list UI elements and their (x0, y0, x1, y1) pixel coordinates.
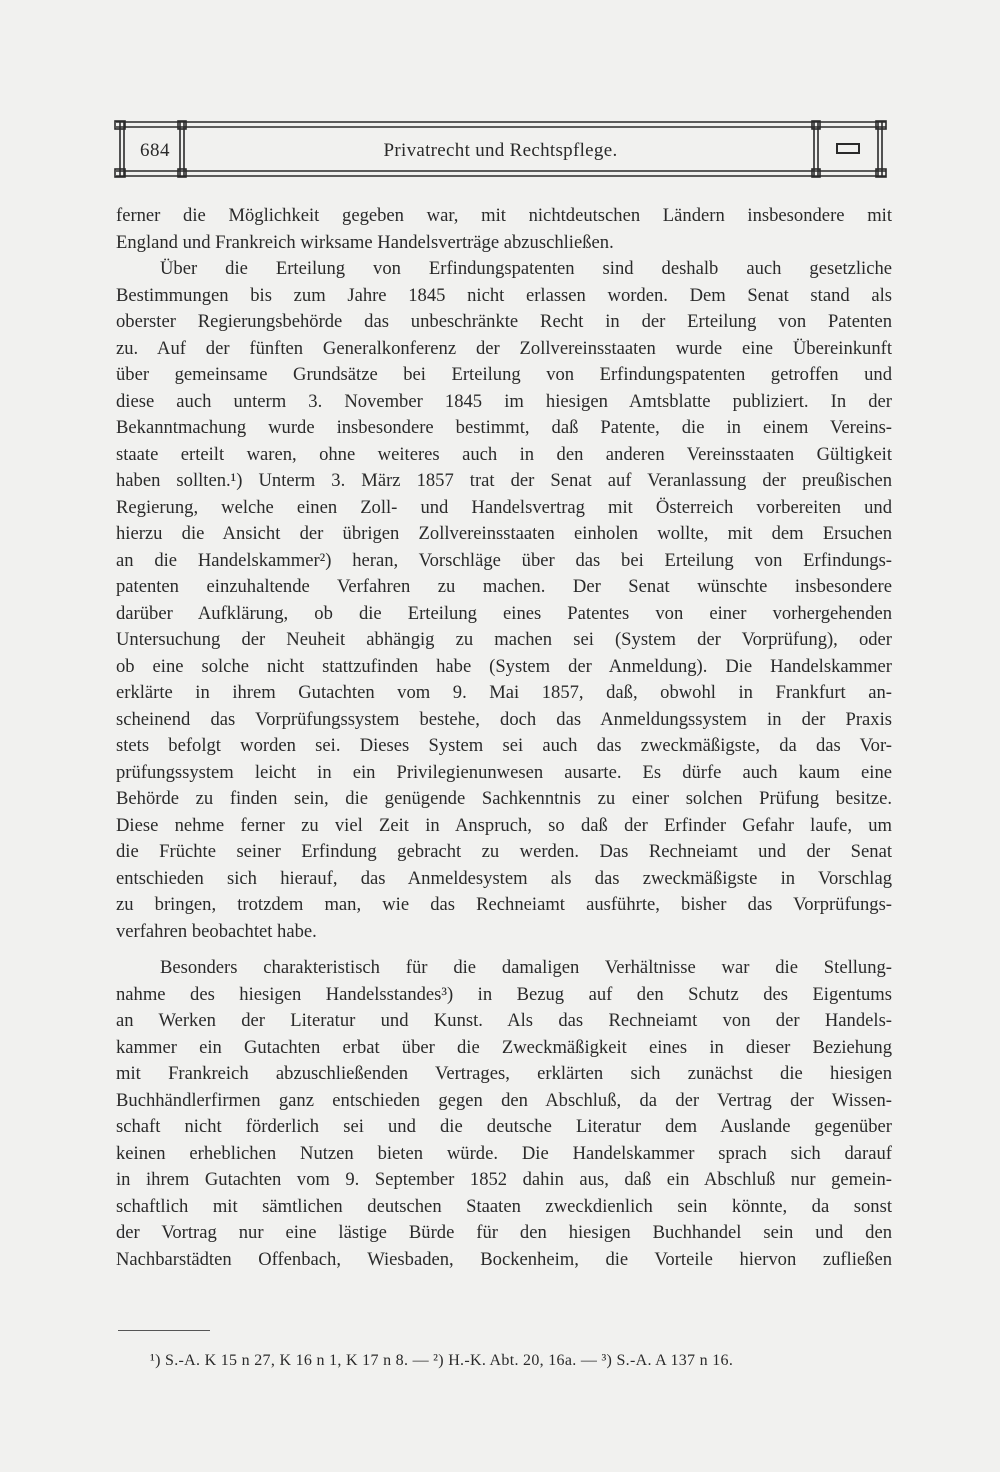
text-line: Buchhändlerfirmen ganz entschieden gegen den Abschluß, da der Vertrag der Wissen- (116, 1089, 892, 1111)
text-line: entschieden sich hierauf, das Anmeldesystem als das zweckmäßigste in Vorschlag (116, 867, 892, 889)
text-line: England und Frankreich wirksame Handelsverträge abzuschließen. (116, 231, 614, 253)
text-line: Diese nehme ferner zu viel Zeit in Anspruch, so daß der Erfinder Gefahr laufe, um (116, 814, 892, 836)
text-line: Regierung, welche einen Zoll- und Handelsvertrag mit Österreich vorbereiten und (116, 496, 892, 518)
text-line: schaftlich mit sämtlichen deutschen Staaten zweckdienlich sein könnte, da sonst (116, 1195, 892, 1217)
text-line: verfahren beobachtet habe. (116, 920, 317, 942)
text-line: stets befolgt worden sei. Dieses System sei auch das zweckmäßigste, da das Vor- (116, 735, 892, 756)
text-line: Bekanntmachung wurde insbesondere bestimmt, daß Patente, die in einem Vereins- (116, 417, 892, 438)
text-line: keinen erheblichen Nutzen bieten würde. Die Handelskammer sprach sich darauf (116, 1142, 892, 1164)
text-line: die Früchte seiner Erfindung gebracht zu werden. Das Rechneiamt und der Senat (116, 841, 892, 862)
text-line: ob eine solche nicht stattzufinden habe (System der Anmeldung). Die Handelskammer (116, 655, 892, 677)
text-line: Nachbarstädten Offenbach, Wiesbaden, Bockenheim, die Vorteile hiervon zufließen (116, 1248, 892, 1270)
text-line: in ihrem Gutachten vom 9. September 1852 dahin aus, daß ein Abschluß nur gemein- (116, 1169, 892, 1190)
text-line: an die Handelskammer²) heran, Vorschläge über das bei Erteilung von Erfindungs- (116, 549, 892, 571)
text-line: darüber Aufklärung, ob die Erteilung eines Patentes von einer vorhergehenden (116, 602, 892, 624)
text-line: kammer ein Gutachten erbat über die Zweckmäßigkeit eines in dieser Beziehung (116, 1036, 892, 1058)
page-number: 684 (140, 140, 170, 161)
text-line: scheinend das Vorprüfungssystem bestehe, doch das Anmeldungssystem in der Praxis (116, 708, 892, 730)
body-text (116, 203, 892, 1273)
text-line: hierzu die Ansicht der übrigen Zollvereinsstaaten einholen wollte, mit dem Ersuchen (116, 523, 892, 544)
text-line: zu. Auf der fünften Generalkonferenz der Zollvereinsstaaten wurde eine Übereinkunft (116, 337, 892, 359)
text-line: diese auch unterm 3. November 1845 im hiesigen Amtsblatte publiziert. In der (116, 390, 892, 412)
text-line: zu bringen, trotzdem man, wie das Rechneiamt ausführte, bisher das Vorprüfungs- (116, 894, 892, 915)
text-line: erklärte in ihrem Gutachten vom 9. Mai 1857, daß, obwohl in Frankfurt an- (116, 682, 892, 703)
text-line: ferner die Möglichkeit gegeben war, mit nichtdeutschen Ländern insbesondere mit (116, 205, 892, 226)
text-line: staate erteilt waren, ohne weiteres auch in den anderen Vereinsstaaten Gültigkeit (116, 443, 892, 465)
text-line: Besonders charakteristisch für die damaligen Verhältnisse war die Stellung- (160, 957, 892, 978)
text-line: Untersuchung der Neuheit abhängig zu machen sei (System der Vorprüfung), oder (116, 629, 892, 650)
text-line: nahme des hiesigen Handelsstandes³) in Bezug auf den Schutz des Eigentums (116, 983, 892, 1005)
running-head: Privatrecht und Rechtspflege. (383, 140, 618, 161)
text-line: der Vortrag nur eine lästige Bürde für den hiesigen Buchhandel sein und den (116, 1222, 892, 1243)
text-line: mit Frankreich abzuschließenden Vertrages, erklärten sich zunächst die hiesigen (116, 1063, 892, 1084)
page-header (112, 118, 890, 180)
text-line: Über die Erteilung von Erfindungspatenten sind deshalb auch gesetzliche (160, 258, 892, 279)
text-line: Bestimmungen bis zum Jahre 1845 nicht erlassen worden. Dem Senat stand als (116, 284, 892, 306)
text-line: schaft nicht förderlich sei und die deutsche Literatur dem Auslande gegenüber (116, 1116, 892, 1137)
text-line: an Werken der Literatur und Kunst. Als das Rechneiamt von der Handels- (116, 1010, 892, 1031)
text-line: oberster Regierungsbehörde das unbeschränkte Recht in der Erteilung von Patenten (116, 311, 892, 332)
text-line: Behörde zu finden sein, die genügende Sachkenntnis zu einer solchen Prüfung besitze. (116, 788, 892, 809)
text-line: patenten einzuhaltende Verfahren zu machen. Der Senat wünschte insbesondere (116, 576, 892, 597)
footnotes: ¹) S.-A. K 15 n 27, K 16 n 1, K 17 n 8. — ²) H.-K. Abt. 20, 16a. — ³) S.-A. A 137 n 16. (150, 1352, 734, 1369)
text-line: prüfungssystem leicht in ein Privilegienunwesen ausarte. Es dürfe auch kaum eine (116, 761, 892, 783)
text-line: haben sollten.¹) Unterm 3. März 1857 trat der Senat auf Veranlassung der preußischen (116, 470, 892, 491)
text-line: über gemeinsame Grundsätze bei Erteilung von Erfindungspatenten getroffen und (116, 364, 892, 385)
footnote-divider (118, 1330, 210, 1331)
paragraph-gap (116, 945, 892, 955)
